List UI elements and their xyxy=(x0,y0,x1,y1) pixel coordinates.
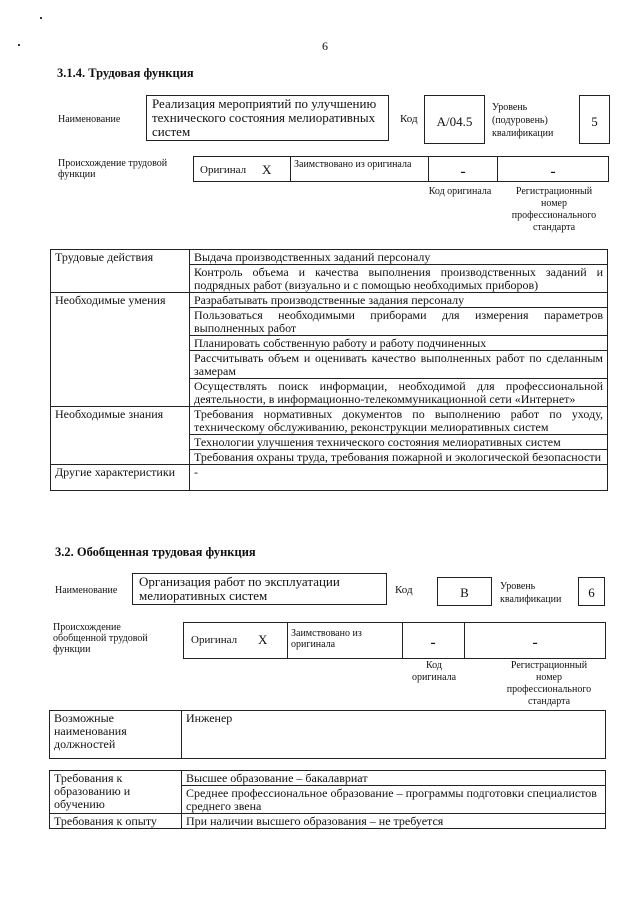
knowledge-item: Технологии улучшения технического состояния мелиоративных систем xyxy=(190,435,608,450)
level-value: 6 xyxy=(588,585,595,600)
code-box xyxy=(424,95,485,144)
scan-speck xyxy=(18,44,20,46)
labor-action-item: Выдача производственных заданий персоналу xyxy=(190,250,608,265)
original-label: Оригинал xyxy=(191,634,238,646)
positions-table xyxy=(49,710,606,759)
scan-speck xyxy=(40,17,42,19)
table-row xyxy=(51,407,608,435)
origin-label: Происхождение обобщенной трудовой функции xyxy=(53,622,148,655)
original-mark: X xyxy=(258,632,268,647)
other-characteristics-label: Другие характеристики xyxy=(51,465,190,491)
code-label: Код xyxy=(395,584,413,596)
name-value-box xyxy=(132,573,387,605)
labor-actions-label: Трудовые действия xyxy=(51,250,190,293)
code-original-caption: Код оригинала xyxy=(411,660,457,683)
skill-item: Осуществлять поиск информации, необходимой для профессиональной деятельности, в информационно-телекоммуникационной сети «Интернет» xyxy=(190,379,608,407)
other-characteristics-value: - xyxy=(190,465,608,491)
code-original-caption: Код оригинала xyxy=(428,186,492,197)
original-mark: X xyxy=(262,162,272,177)
knowledge-label: Необходимые знания xyxy=(51,407,190,465)
level-value: 5 xyxy=(591,114,598,129)
name-value: Реализация мероприятий по улучшению технического состояния мелиоративных систем xyxy=(152,96,377,139)
origin-row xyxy=(193,156,609,182)
name-value-box xyxy=(146,95,389,141)
experience-value: При наличии высшего образования – не требуется xyxy=(182,814,606,829)
section-heading-3-1-4: 3.1.4. Трудовая функция xyxy=(57,66,194,80)
skill-item: Рассчитывать объем и оценивать качество выполненных работ по сделанным замерам xyxy=(190,351,608,379)
level-label: Уровень квалификации xyxy=(500,581,562,605)
positions-value: Инженер xyxy=(182,711,606,759)
origin-label: Происхождение трудовой функции xyxy=(58,158,168,180)
education-item: Среднее профессиональное образование – программы подготовки специалистов среднего звена xyxy=(182,786,606,814)
name-value: Организация работ по эксплуатации мелиоративных систем xyxy=(139,574,340,603)
table-row xyxy=(51,465,608,491)
level-box xyxy=(579,95,610,144)
borrowed-label: Заимствовано из оригинала xyxy=(294,159,412,170)
skills-label: Необходимые умения xyxy=(51,293,190,407)
table-row xyxy=(51,293,608,308)
divider xyxy=(290,157,291,181)
education-label: Требования к образованию и обучению xyxy=(50,771,182,814)
section-heading-3-2: 3.2. Обобщенная трудовая функция xyxy=(55,545,256,559)
education-item: Высшее образование – бакалавриат xyxy=(182,771,606,786)
code-box xyxy=(437,577,492,606)
code-value: А/04.5 xyxy=(436,114,473,129)
name-label: Наименование xyxy=(58,114,121,125)
table-row xyxy=(50,771,606,786)
level-label: Уровень (подуровень) квалификации xyxy=(492,102,554,139)
labor-function-table xyxy=(50,249,608,491)
table-row xyxy=(51,250,608,265)
reg-number-caption: Регистрационный номер профессионального стандарта xyxy=(511,186,597,233)
code-label: Код xyxy=(400,113,418,125)
reg-number-dash: - xyxy=(550,163,556,180)
experience-label: Требования к опыту xyxy=(50,814,182,829)
knowledge-item: Требования нормативных документов по выполнению работ по уходу, техническому обслуживанию, реконструкции мелиоративных систем xyxy=(190,407,608,435)
level-box xyxy=(578,577,605,606)
divider xyxy=(287,623,288,658)
code-original-dash: - xyxy=(460,163,466,180)
reg-number-caption: Регистрационный номер профессионального стандарта xyxy=(506,660,592,707)
code-original-dash: - xyxy=(430,634,436,651)
table-row xyxy=(50,711,606,759)
borrowed-label: Заимствовано из оригинала xyxy=(291,628,362,650)
skill-item: Разрабатывать производственные задания персоналу xyxy=(190,293,608,308)
page-number: 6 xyxy=(322,39,328,53)
name-label: Наименование xyxy=(55,585,118,596)
skill-item: Пользоваться необходимыми приборами для измерения параметров выполненных работ xyxy=(190,308,608,336)
knowledge-item: Требования охраны труда, требования пожарной и экологической безопасности xyxy=(190,450,608,465)
table-row xyxy=(50,814,606,829)
positions-label: Возможные наименования должностей xyxy=(50,711,182,759)
code-value: В xyxy=(460,585,469,600)
original-label: Оригинал xyxy=(200,164,247,176)
reg-number-dash: - xyxy=(532,634,538,651)
labor-action-item: Контроль объема и качества выполнения производственных заданий и подрядных работ (визуально и с помощью необходимых приборов) xyxy=(190,265,608,293)
skill-item: Планировать собственную работу и работу подчиненных xyxy=(190,336,608,351)
requirements-table xyxy=(49,770,606,829)
origin-row xyxy=(183,622,606,659)
